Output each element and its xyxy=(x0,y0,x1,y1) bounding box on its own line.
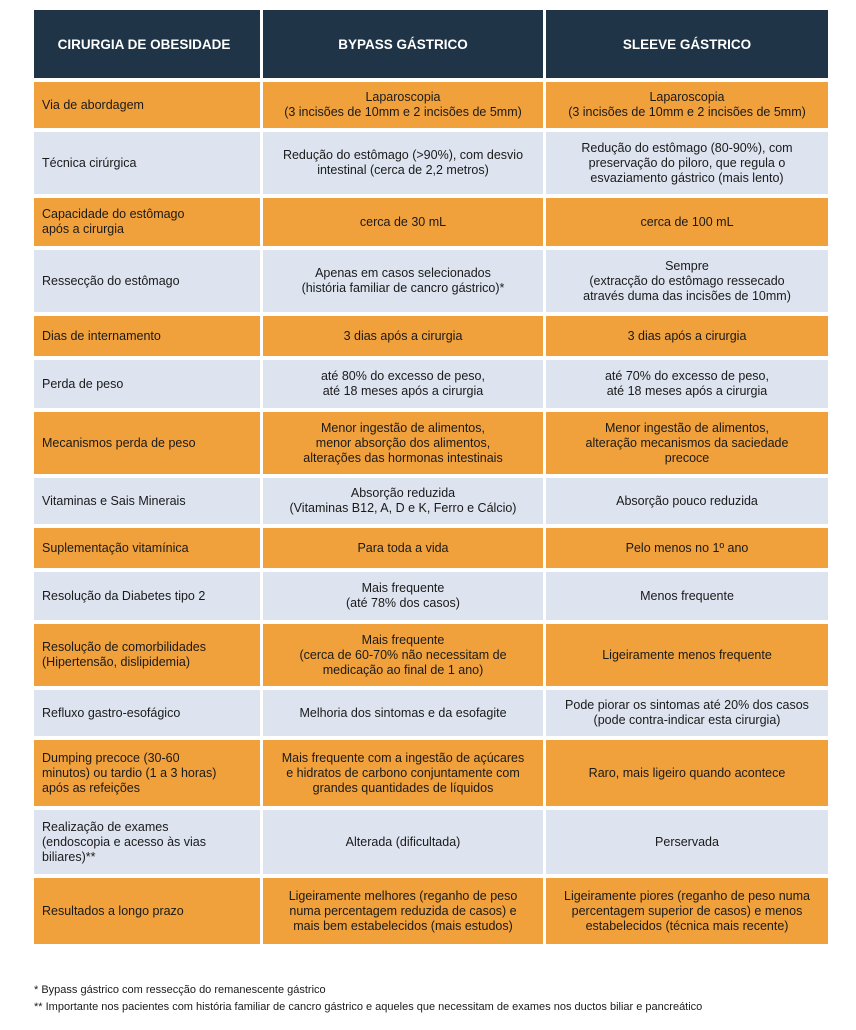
bypass-cell: Melhoria dos sintomas e da esofagite xyxy=(263,690,543,736)
row-label: Resultados a longo prazo xyxy=(34,878,260,944)
sleeve-cell: Menor ingestão de alimentos, alteração mecanismos da saciedade precoce xyxy=(546,412,828,474)
sleeve-cell: Redução do estômago (80-90%), com preservação do piloro, que regula o esvaziamento gástrico (mais lento) xyxy=(546,132,828,194)
table-row xyxy=(34,810,828,874)
bypass-cell: Ligeiramente melhores (reganho de peso numa percentagem reduzida de casos) e mais bem estabelecidos (mais estudos) xyxy=(263,878,543,944)
bypass-cell: Mais frequente (até 78% dos casos) xyxy=(263,572,543,620)
sleeve-cell: Sempre (extracção do estômago ressecado através duma das incisões de 10mm) xyxy=(546,250,828,312)
row-label: Resolução da Diabetes tipo 2 xyxy=(34,572,260,620)
header-sleeve: SLEEVE GÁSTRICO xyxy=(546,10,828,78)
sleeve-cell: Menos frequente xyxy=(546,572,828,620)
row-label: Ressecção do estômago xyxy=(34,250,260,312)
sleeve-cell: Ligeiramente menos frequente xyxy=(546,624,828,686)
bypass-cell: Alterada (dificultada) xyxy=(263,810,543,874)
footnote-exames: ** Importante nos pacientes com história familiar de cancro gástrico e aqueles que necessitam de exames nos ductos biliar e pancreático xyxy=(34,1001,703,1013)
table-row xyxy=(34,82,828,128)
bypass-cell: Mais frequente (cerca de 60-70% não necessitam de medicação ao final de 1 ano) xyxy=(263,624,543,686)
row-label: Realização de exames (endoscopia e acesso às vias biliares)** xyxy=(34,810,260,874)
sleeve-cell: Ligeiramente piores (reganho de peso numa percentagem superior de casos) e menos estabelecidos (técnica mais recente) xyxy=(546,878,828,944)
row-label: Mecanismos perda de peso xyxy=(34,412,260,474)
sleeve-cell: Pelo menos no 1º ano xyxy=(546,528,828,568)
row-label: Refluxo gastro-esofágico xyxy=(34,690,260,736)
bypass-cell: até 80% do excesso de peso, até 18 meses após a cirurgia xyxy=(263,360,543,408)
row-label: Dias de internamento xyxy=(34,316,260,356)
row-label: Técnica cirúrgica xyxy=(34,132,260,194)
footnotes xyxy=(34,982,849,1016)
table-row xyxy=(34,740,828,806)
table-row xyxy=(34,316,828,356)
bypass-cell: Laparoscopia (3 incisões de 10mm e 2 incisões de 5mm) xyxy=(263,82,543,128)
row-label: Resolução de comorbilidades (Hipertensão, dislipidemia) xyxy=(34,624,260,686)
bypass-cell: Para toda a vida xyxy=(263,528,543,568)
sleeve-cell: 3 dias após a cirurgia xyxy=(546,316,828,356)
sleeve-cell: Perservada xyxy=(546,810,828,874)
comparison-table xyxy=(34,10,828,948)
table-row xyxy=(34,690,828,736)
sleeve-cell: Absorção pouco reduzida xyxy=(546,478,828,524)
row-label: Capacidade do estômago após a cirurgia xyxy=(34,198,260,246)
row-label: Perda de peso xyxy=(34,360,260,408)
bypass-cell: Apenas em casos selecionados (história familiar de cancro gástrico)* xyxy=(263,250,543,312)
header-cirurgia: CIRURGIA DE OBESIDADE xyxy=(34,10,260,78)
bypass-cell: Absorção reduzida (Vitaminas B12, A, D e K, Ferro e Cálcio) xyxy=(263,478,543,524)
table-row xyxy=(34,132,828,194)
sleeve-cell: cerca de 100 mL xyxy=(546,198,828,246)
table-row xyxy=(34,572,828,620)
bypass-cell: cerca de 30 mL xyxy=(263,198,543,246)
row-label: Suplementação vitamínica xyxy=(34,528,260,568)
row-label: Dumping precoce (30-60 minutos) ou tardio (1 a 3 horas) após as refeições xyxy=(34,740,260,806)
table-header xyxy=(34,10,828,78)
bypass-cell: Redução do estômago (>90%), com desvio intestinal (cerca de 2,2 metros) xyxy=(263,132,543,194)
sleeve-cell: Laparoscopia (3 incisões de 10mm e 2 incisões de 5mm) xyxy=(546,82,828,128)
sleeve-cell: até 70% do excesso de peso, até 18 meses após a cirurgia xyxy=(546,360,828,408)
table-row xyxy=(34,198,828,246)
table-row xyxy=(34,878,828,944)
header-bypass: BYPASS GÁSTRICO xyxy=(263,10,543,78)
table-row xyxy=(34,412,828,474)
row-label: Vitaminas e Sais Minerais xyxy=(34,478,260,524)
footnote-bypass: * Bypass gástrico com ressecção do remanescente gástrico xyxy=(34,984,326,996)
row-label: Via de abordagem xyxy=(34,82,260,128)
sleeve-cell: Pode piorar os sintomas até 20% dos casos (pode contra-indicar esta cirurgia) xyxy=(546,690,828,736)
table-row xyxy=(34,360,828,408)
table-row xyxy=(34,250,828,312)
table-row xyxy=(34,528,828,568)
bypass-cell: 3 dias após a cirurgia xyxy=(263,316,543,356)
bypass-cell: Menor ingestão de alimentos, menor absorção dos alimentos, alterações das hormonas intestinais xyxy=(263,412,543,474)
sleeve-cell: Raro, mais ligeiro quando acontece xyxy=(546,740,828,806)
table-row xyxy=(34,624,828,686)
table-row xyxy=(34,478,828,524)
bypass-cell: Mais frequente com a ingestão de açúcares e hidratos de carbono conjuntamente com grandes quantidades de líquidos xyxy=(263,740,543,806)
